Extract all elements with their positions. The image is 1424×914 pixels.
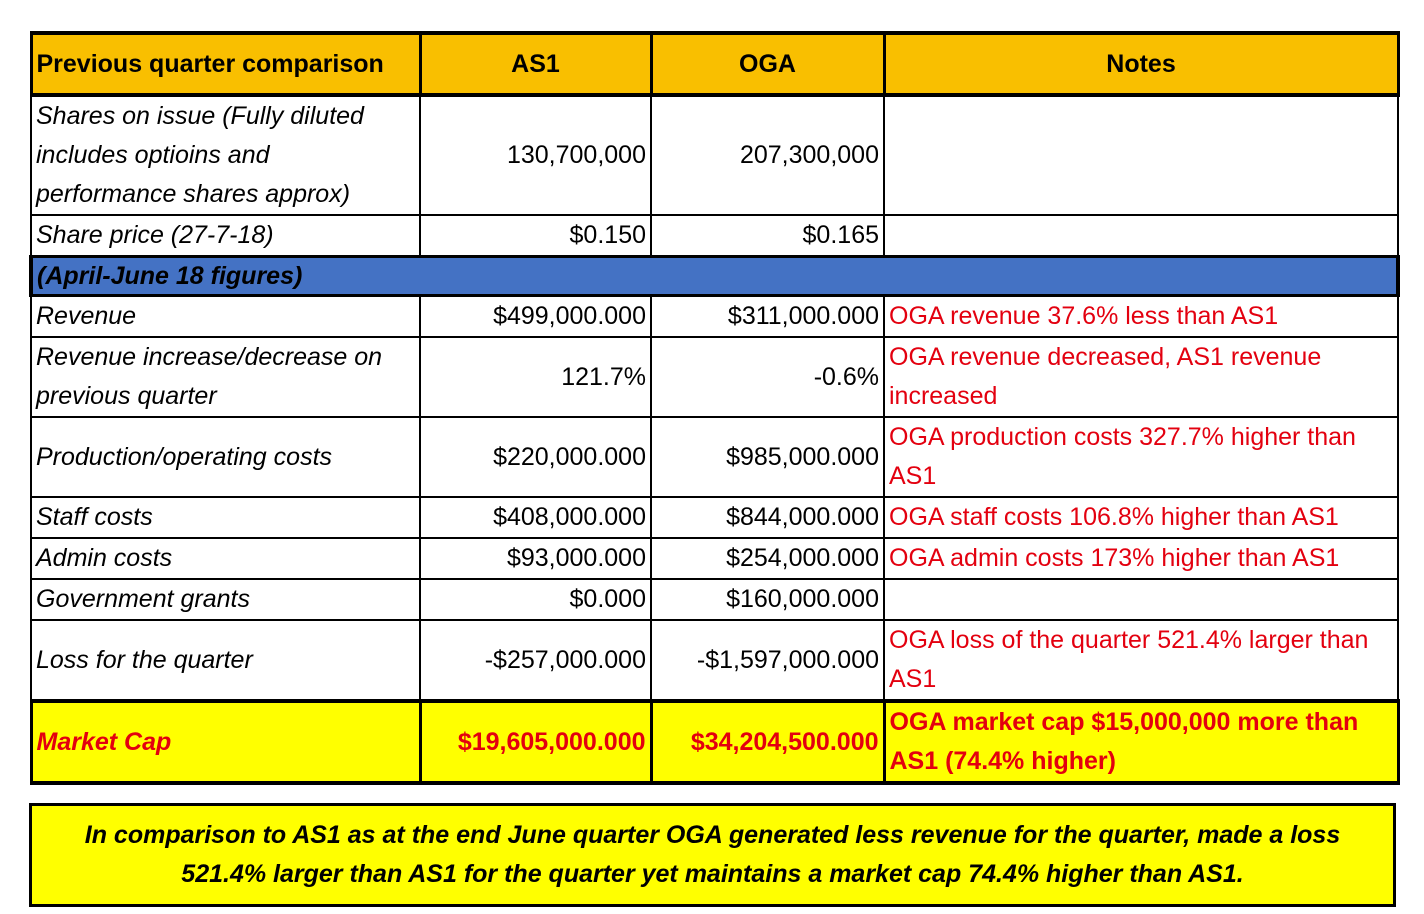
row-label: Admin costs <box>31 538 420 579</box>
row-note: OGA admin costs 173% higher than AS1 <box>884 538 1398 579</box>
table-row-share-price <box>31 215 1398 257</box>
table-row-loss <box>31 620 1398 701</box>
oga-value: $0.165 <box>651 215 884 257</box>
as1-value: $93,000.000 <box>420 538 651 579</box>
oga-value: -0.6% <box>651 337 884 417</box>
row-label: Shares on issue (Fully diluted includes optioins and performance shares approx) <box>31 95 420 215</box>
row-note: OGA production costs 327.7% higher than AS1 <box>884 417 1398 497</box>
as1-value: $499,000.000 <box>420 296 651 338</box>
table-row-staff-costs <box>31 497 1398 538</box>
oga-value: $160,000.000 <box>651 579 884 620</box>
comparison-table <box>29 31 1400 785</box>
oga-value: $985,000.000 <box>651 417 884 497</box>
as1-value: -$257,000.000 <box>420 620 651 701</box>
oga-value: $254,000.000 <box>651 538 884 579</box>
as1-value: $220,000.000 <box>420 417 651 497</box>
row-note: OGA staff costs 106.8% higher than AS1 <box>884 497 1398 538</box>
table-row-revenue <box>31 296 1398 338</box>
row-note: OGA revenue decreased, AS1 revenue increased <box>884 337 1398 417</box>
market-cap-as1: $19,605,000.000 <box>420 701 651 783</box>
row-note: OGA loss of the quarter 521.4% larger than AS1 <box>884 620 1398 701</box>
summary-box <box>29 803 1396 907</box>
header-oga: OGA <box>651 33 884 95</box>
row-label: Revenue increase/decrease on previous quarter <box>31 337 420 417</box>
table-row-government-grants <box>31 579 1398 620</box>
section-row <box>31 257 1398 296</box>
oga-value: -$1,597,000.000 <box>651 620 884 701</box>
as1-value: $408,000.000 <box>420 497 651 538</box>
header-as1: AS1 <box>420 33 651 95</box>
header-comparison: Previous quarter comparison <box>31 33 420 95</box>
row-label: Production/operating costs <box>31 417 420 497</box>
market-cap-label: Market Cap <box>31 701 420 783</box>
as1-value: $0.150 <box>420 215 651 257</box>
row-note <box>884 579 1398 620</box>
table-row-market-cap <box>31 701 1398 783</box>
as1-value: 121.7% <box>420 337 651 417</box>
market-cap-note: OGA market cap $15,000,000 more than AS1 (74.4% higher) <box>884 701 1398 783</box>
header-notes: Notes <box>884 33 1398 95</box>
section-title: (April-June 18 figures) <box>31 257 1398 296</box>
row-label: Revenue <box>31 296 420 338</box>
table-row-revenue-change <box>31 337 1398 417</box>
oga-value: $844,000.000 <box>651 497 884 538</box>
row-label: Staff costs <box>31 497 420 538</box>
row-note <box>884 95 1398 215</box>
oga-value: $311,000.000 <box>651 296 884 338</box>
row-label: Loss for the quarter <box>31 620 420 701</box>
row-label: Share price (27-7-18) <box>31 215 420 257</box>
as1-value: 130,700,000 <box>420 95 651 215</box>
row-note: OGA revenue 37.6% less than AS1 <box>884 296 1398 338</box>
table-row-production-costs <box>31 417 1398 497</box>
summary-text: In comparison to AS1 as at the end June quarter OGA generated less revenue for the quarter, made a loss 521.4% larger than AS1 for the quarter yet maintains a market cap 74.4% higher than AS1. <box>84 821 1341 888</box>
market-cap-oga: $34,204,500.000 <box>651 701 884 783</box>
table-row-admin-costs <box>31 538 1398 579</box>
header-row <box>31 33 1398 95</box>
as1-value: $0.000 <box>420 579 651 620</box>
row-note <box>884 215 1398 257</box>
table-row-shares <box>31 95 1398 215</box>
oga-value: 207,300,000 <box>651 95 884 215</box>
row-label: Government grants <box>31 579 420 620</box>
